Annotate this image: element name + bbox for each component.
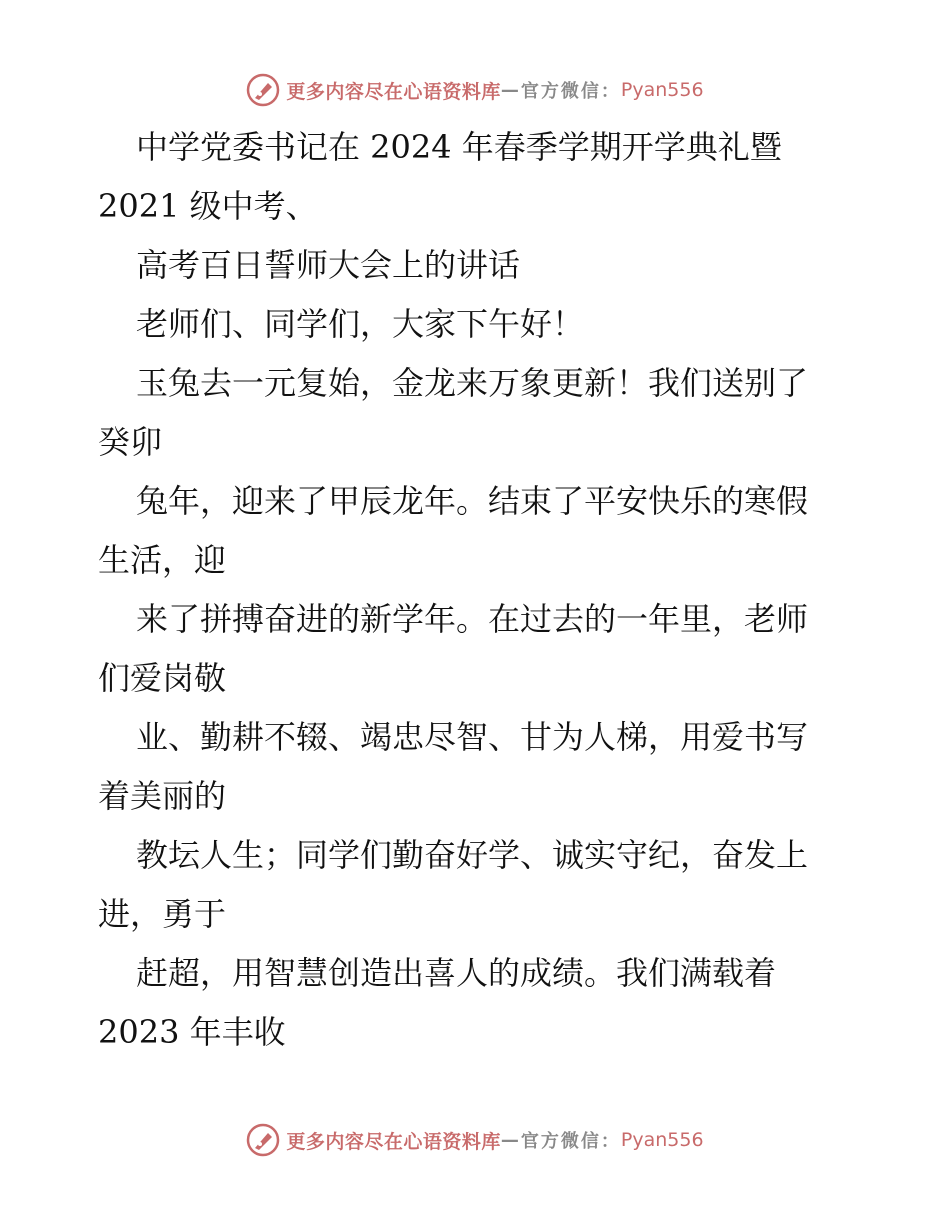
paragraph-line: 业、勤耕不辍、竭忠尽智、甘为人梯，用爱书写	[136, 718, 809, 756]
watermark-wechat-id: Pyan556	[620, 1129, 704, 1151]
paragraph-line: 老师们、同学们，大家下午好！	[136, 305, 585, 343]
paragraph-line: 着美丽的	[98, 777, 227, 815]
paragraph-line: 教坛人生；同学们勤奋好学、诚实守纪，奋发上	[136, 836, 809, 874]
paragraph-line: 2021 级中考、	[98, 187, 318, 225]
paragraph-line: 们爱岗敬	[98, 659, 227, 697]
paragraph-line: 玉兔去一元复始，金龙来万象更新！我们送别了	[136, 364, 809, 402]
paragraph-line: 来了拼搏奋进的新学年。在过去的一年里，老师	[136, 600, 809, 638]
paragraph-line: 高考百日誓师大会上的讲话	[136, 246, 521, 284]
paragraph-line: 2023 年丰收	[98, 1013, 286, 1051]
watermark-wechat-id: Pyan556	[620, 79, 704, 101]
watermark-wechat-label: 官方微信：	[520, 81, 621, 102]
pen-nib-logo-icon	[246, 73, 280, 107]
watermark-dash: —	[500, 1129, 521, 1151]
watermark-dash: —	[500, 79, 521, 101]
watermark-site-text: 更多内容尽在心语资料库	[286, 1130, 501, 1153]
paragraph-line: 兔年，迎来了甲辰龙年。结束了平安快乐的寒假	[136, 482, 809, 520]
paragraph-line: 生活，迎	[98, 541, 227, 579]
paragraph-line: 进，勇于	[98, 895, 227, 933]
paragraph-line: 赶超，用智慧创造出喜人的成绩。我们满载着	[136, 954, 777, 992]
pen-nib-logo-icon	[246, 1123, 280, 1157]
header-watermark	[0, 70, 950, 110]
paragraph-line: 中学党委书记在 2024 年春季学期开学典礼暨	[136, 128, 782, 166]
document-body	[98, 118, 858, 1062]
watermark-wechat-label: 官方微信：	[520, 1131, 621, 1152]
watermark-site-text: 更多内容尽在心语资料库	[286, 80, 501, 103]
footer-watermark	[0, 1120, 950, 1160]
paragraph-line: 癸卯	[98, 423, 163, 461]
